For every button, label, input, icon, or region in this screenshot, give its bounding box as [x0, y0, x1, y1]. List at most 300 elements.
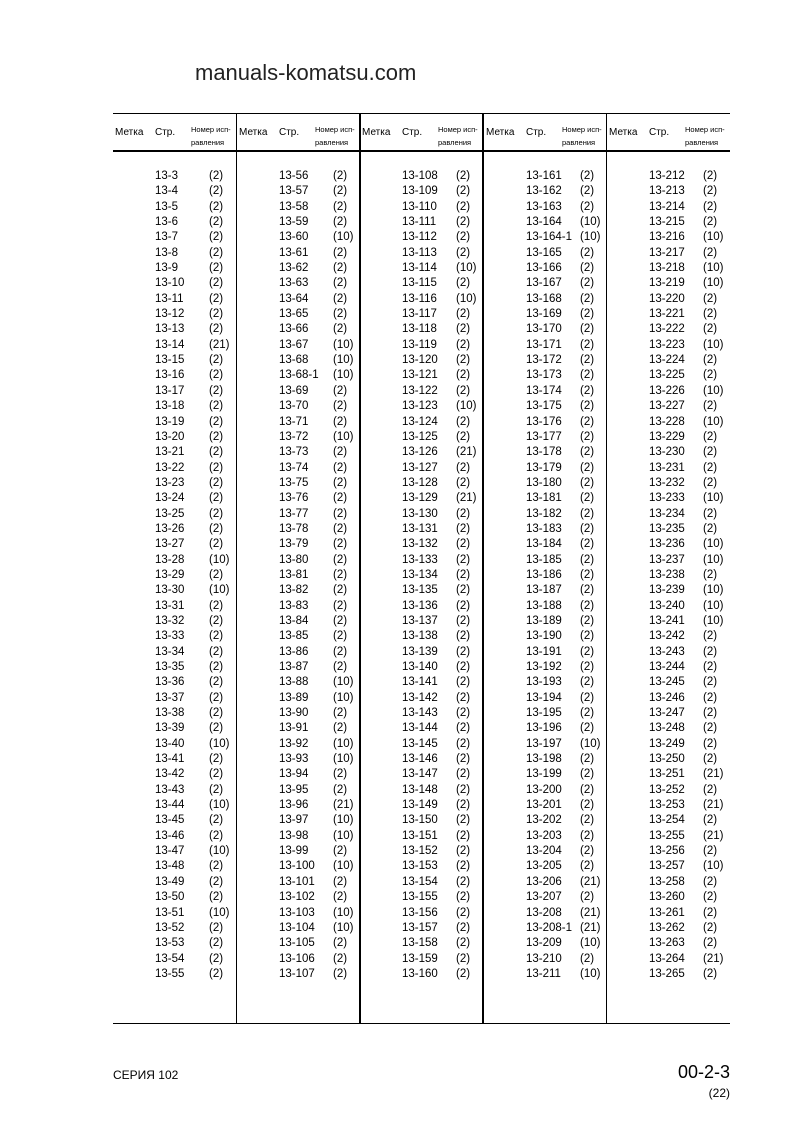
revision-cell: (10) [209, 845, 230, 858]
revision-cell: (2) [333, 415, 348, 428]
page-cell: 13-95 [279, 783, 309, 796]
table-row [484, 661, 607, 676]
page-cell: 13-186 [526, 568, 562, 581]
revision-cell: (2) [703, 645, 718, 658]
revision-cell: (2) [580, 262, 595, 275]
page-cell: 13-192 [526, 661, 562, 673]
table-row [360, 385, 483, 400]
page-cell: 13-163 [526, 200, 562, 213]
page-cell: 13-200 [526, 783, 562, 796]
revision-cell: (2) [456, 338, 471, 351]
revision-cell: (2) [209, 292, 224, 305]
revision-cell: (2) [703, 921, 718, 934]
revision-cell: (2) [703, 661, 718, 673]
table-row [237, 385, 360, 400]
table-row [237, 293, 360, 308]
table-row [237, 722, 360, 737]
page-cell: 13-238 [649, 568, 685, 581]
page-cell: 13-179 [526, 461, 562, 474]
revision-cell: (2) [456, 507, 471, 520]
revision-cell: (2) [333, 661, 348, 673]
revision-cell: (10) [333, 860, 354, 873]
revision-cell: (10) [703, 415, 724, 428]
table-row [607, 876, 730, 891]
table-row [607, 170, 730, 185]
revision-cell: (2) [209, 967, 224, 980]
page-cell: 13-93 [279, 753, 309, 766]
revision-cell: (2) [209, 507, 224, 520]
revision-cell: (2) [209, 231, 224, 244]
page-cell: 13-251 [649, 768, 685, 781]
page-cell: 13-257 [649, 860, 685, 873]
page-cell: 13-260 [649, 891, 685, 904]
page-cell: 13-168 [526, 292, 562, 305]
page-cell: 13-91 [279, 722, 309, 735]
table-row [484, 293, 607, 308]
label-header: Метка [609, 127, 638, 138]
table-row [607, 692, 730, 707]
page-cell: 13-218 [649, 262, 685, 275]
table-row [484, 738, 607, 753]
table-row [607, 523, 730, 538]
revision-cell: (2) [456, 691, 471, 704]
table-row [607, 646, 730, 661]
revision-cell: (10) [580, 937, 601, 950]
table-row [113, 830, 236, 845]
revision-cell: (2) [703, 216, 718, 229]
table-row [113, 784, 236, 799]
table-row [607, 707, 730, 722]
revision-cell: (2) [580, 829, 595, 842]
revision-cell: (2) [580, 492, 595, 505]
revision-cell: (2) [580, 415, 595, 428]
table-row [113, 201, 236, 216]
revision-cell: (2) [580, 676, 595, 689]
table-row [237, 630, 360, 645]
revision-cell: (2) [456, 614, 471, 627]
page-cell: 13-214 [649, 200, 685, 213]
table-row [237, 185, 360, 200]
table-row [113, 231, 236, 246]
page-cell: 13-6 [155, 216, 179, 229]
page-cell: 13-160 [402, 967, 438, 980]
table-row [607, 768, 730, 783]
page-cell: 13-233 [649, 492, 685, 505]
table-row [113, 676, 236, 691]
revision-cell: (2) [333, 768, 348, 781]
table-row [607, 538, 730, 553]
revision-cell: (2) [580, 814, 595, 827]
revision-cell: (2) [703, 323, 718, 336]
table-row [484, 646, 607, 661]
table-row [113, 308, 236, 323]
page-cell: 13-185 [526, 553, 562, 566]
page-cell: 13-57 [279, 185, 309, 198]
page-cell: 13-188 [526, 599, 562, 612]
revision-cell: (2) [209, 875, 224, 888]
revision-cell: (2) [456, 937, 471, 950]
table-row [360, 738, 483, 753]
revision-cell: (2) [580, 446, 595, 459]
revision-cell: (2) [580, 522, 595, 535]
revision-cell: (2) [456, 415, 471, 428]
page-cell: 13-254 [649, 814, 685, 827]
page-cell: 13-236 [649, 538, 685, 551]
table-row [360, 707, 483, 722]
table-row [113, 615, 236, 630]
table-row [237, 676, 360, 691]
revision-cell: (2) [209, 676, 224, 689]
table-row [607, 554, 730, 569]
revision-cell: (10) [333, 354, 354, 367]
page-cell: 13-112 [402, 231, 437, 244]
table-row [237, 462, 360, 477]
table-row [607, 262, 730, 277]
table-row [484, 953, 607, 968]
revision-cell: (21) [580, 906, 601, 919]
page-cell: 13-193 [526, 676, 562, 689]
page-cell: 13-68-1 [279, 369, 319, 382]
page-cell: 13-18 [155, 400, 185, 413]
page-cell: 13-3 [155, 170, 179, 182]
revision-cell: (2) [333, 845, 348, 858]
table-row [607, 369, 730, 384]
page-cell: 13-31 [155, 599, 185, 612]
table-row [360, 814, 483, 829]
table-row [237, 799, 360, 814]
revision-cell: (2) [209, 814, 224, 827]
table-row [607, 462, 730, 477]
table-row [484, 692, 607, 707]
page-cell: 13-209 [526, 937, 562, 950]
revision-cell: (2) [703, 630, 718, 643]
page-cell: 13-165 [526, 246, 562, 259]
revision-cell: (2) [333, 891, 348, 904]
revision-cell: (2) [456, 845, 471, 858]
revision-cell: (10) [703, 384, 724, 397]
page-cell: 13-59 [279, 216, 309, 229]
column-group-header [113, 113, 236, 151]
table-row [237, 201, 360, 216]
page-cell: 13-219 [649, 277, 685, 290]
page-cell: 13-208 [526, 906, 562, 919]
page-revision: (22) [708, 1086, 730, 1100]
page-cell: 13-237 [649, 553, 685, 566]
page-cell: 13-141 [402, 676, 438, 689]
revision-cell: (2) [456, 354, 471, 367]
table-row [360, 185, 483, 200]
table-row [237, 937, 360, 952]
revision-header-line1: Номер исп- [315, 125, 355, 134]
page-cell: 13-158 [402, 937, 438, 950]
revision-cell: (2) [703, 906, 718, 919]
revision-cell: (2) [209, 384, 224, 397]
table-row [360, 584, 483, 599]
page-cell: 13-32 [155, 614, 185, 627]
table-row [237, 738, 360, 753]
column-group-header [360, 113, 483, 151]
page-cell: 13-228 [649, 415, 685, 428]
table-row [484, 431, 607, 446]
page-cell: 13-134 [402, 568, 438, 581]
page-cell: 13-139 [402, 645, 438, 658]
page-cell: 13-30 [155, 584, 185, 597]
page-cell: 13-150 [402, 814, 438, 827]
table-row [113, 953, 236, 968]
revision-cell: (2) [580, 323, 595, 336]
page-cell: 13-52 [155, 921, 185, 934]
revision-cell: (2) [209, 783, 224, 796]
page-cell: 13-196 [526, 722, 562, 735]
page-cell: 13-173 [526, 369, 562, 382]
page-cell: 13-152 [402, 845, 438, 858]
table-row [484, 845, 607, 860]
page-cell: 13-83 [279, 599, 309, 612]
revision-cell: (2) [456, 829, 471, 842]
page-cell: 13-7 [155, 231, 179, 244]
revision-cell: (2) [456, 568, 471, 581]
revision-cell: (10) [333, 430, 354, 443]
page-cell: 13-235 [649, 522, 685, 535]
table-row [360, 293, 483, 308]
table-row [113, 738, 236, 753]
table-row [607, 492, 730, 507]
page-cell: 13-87 [279, 661, 309, 673]
page-cell: 13-162 [526, 185, 562, 198]
table-row [607, 953, 730, 968]
revision-cell: (2) [209, 369, 224, 382]
page-cell: 13-25 [155, 507, 185, 520]
table-row [113, 354, 236, 369]
table-row [237, 646, 360, 661]
revision-cell: (2) [580, 722, 595, 735]
page-cell: 13-114 [402, 262, 437, 275]
table-row [237, 477, 360, 492]
table-row [237, 707, 360, 722]
revision-cell: (2) [333, 446, 348, 459]
revision-cell: (2) [209, 661, 224, 673]
table-row [607, 477, 730, 492]
page-cell: 13-28 [155, 553, 185, 566]
table-row [484, 369, 607, 384]
revision-cell: (2) [580, 768, 595, 781]
page-cell: 13-120 [402, 354, 438, 367]
table-row [607, 814, 730, 829]
revision-cell: (2) [209, 522, 224, 535]
revision-cell: (2) [209, 492, 224, 505]
revision-cell: (2) [456, 553, 471, 566]
revision-cell: (2) [209, 185, 224, 198]
revision-cell: (10) [333, 676, 354, 689]
revision-cell: (2) [209, 308, 224, 321]
page-cell: 13-145 [402, 737, 438, 750]
page-cell: 13-60 [279, 231, 309, 244]
page-cell: 13-54 [155, 952, 185, 965]
page-cell: 13-37 [155, 691, 185, 704]
revision-cell: (2) [456, 200, 471, 213]
revision-cell: (21) [580, 921, 601, 934]
page-cell: 13-36 [155, 676, 185, 689]
table-row [360, 416, 483, 431]
revision-cell: (2) [580, 507, 595, 520]
revision-cell: (2) [703, 967, 718, 980]
page-cell: 13-142 [402, 691, 438, 704]
revision-cell: (2) [456, 799, 471, 812]
table-row [607, 907, 730, 922]
revision-cell: (2) [580, 476, 595, 489]
table-row [607, 201, 730, 216]
page-cell: 13-245 [649, 676, 685, 689]
revision-cell: (2) [333, 507, 348, 520]
page-cell: 13-225 [649, 369, 685, 382]
revision-header [562, 123, 606, 149]
revision-cell: (2) [209, 277, 224, 290]
revision-cell: (2) [333, 722, 348, 735]
page-cell: 13-164-1 [526, 231, 573, 244]
table-row [484, 584, 607, 599]
page-cell: 13-89 [279, 691, 309, 704]
revision-cell: (2) [333, 630, 348, 643]
page-cell: 13-129 [402, 492, 438, 505]
table-row [484, 814, 607, 829]
revision-cell: (2) [456, 952, 471, 965]
page-cell: 13-97 [279, 814, 309, 827]
table-row [607, 354, 730, 369]
revision-cell: (2) [456, 661, 471, 673]
revision-cell: (2) [333, 645, 348, 658]
page-cell: 13-116 [402, 292, 437, 305]
revision-cell: (2) [703, 722, 718, 735]
revision-cell: (2) [456, 891, 471, 904]
revision-cell: (2) [209, 860, 224, 873]
revision-cell: (10) [333, 231, 354, 244]
table-row [484, 600, 607, 615]
table-row [484, 231, 607, 246]
page-cell: 13-38 [155, 707, 185, 720]
page-cell: 13-68 [279, 354, 309, 367]
table-row [113, 185, 236, 200]
table-row [484, 385, 607, 400]
page-cell: 13-88 [279, 676, 309, 689]
page-cell: 13-242 [649, 630, 685, 643]
table-row [484, 523, 607, 538]
table-row [607, 799, 730, 814]
table-row [484, 323, 607, 338]
page-cell: 13-101 [279, 875, 315, 888]
table-row [360, 953, 483, 968]
revision-cell: (2) [703, 522, 718, 535]
table-row [607, 416, 730, 431]
revision-cell: (10) [703, 553, 724, 566]
page-cell: 13-182 [526, 507, 562, 520]
table-row [113, 692, 236, 707]
page-cell: 13-23 [155, 476, 185, 489]
table-row [607, 293, 730, 308]
table-row [360, 508, 483, 523]
page-cell: 13-85 [279, 630, 309, 643]
revision-cell: (2) [580, 630, 595, 643]
revision-cell: (2) [703, 737, 718, 750]
revision-cell: (10) [333, 753, 354, 766]
page-cell: 13-42 [155, 768, 185, 781]
table-row [237, 922, 360, 937]
table-row [484, 400, 607, 415]
table-row [607, 231, 730, 246]
table-row [113, 385, 236, 400]
page-cell: 13-132 [402, 538, 438, 551]
table-row [360, 876, 483, 891]
page-cell: 13-199 [526, 768, 562, 781]
page-list-column [484, 170, 607, 983]
page-cell: 13-258 [649, 875, 685, 888]
table-row [607, 676, 730, 691]
revision-cell: (2) [333, 522, 348, 535]
watermark: manuals-komatsu.com [195, 60, 417, 85]
page-cell: 13-14 [155, 338, 185, 351]
page-cell: 13-61 [279, 246, 309, 259]
table-row [484, 247, 607, 262]
revision-cell: (10) [456, 292, 477, 305]
page-list-column [113, 170, 236, 983]
revision-cell: (10) [703, 599, 724, 612]
revision-header-line2: равления [315, 138, 349, 147]
page-cell: 13-249 [649, 737, 685, 750]
page-cell: 13-100 [279, 860, 315, 873]
revision-cell: (2) [456, 906, 471, 919]
page-cell: 13-198 [526, 753, 562, 766]
table-row [237, 615, 360, 630]
table-row [113, 891, 236, 906]
page-cell: 13-11 [155, 292, 184, 305]
table-row [113, 722, 236, 737]
revision-cell: (10) [333, 338, 354, 351]
revision-cell: (2) [456, 538, 471, 551]
page-cell: 13-113 [402, 246, 437, 259]
revision-cell: (2) [703, 568, 718, 581]
revision-cell: (2) [209, 476, 224, 489]
revision-cell: (2) [580, 599, 595, 612]
page-cell: 13-153 [402, 860, 438, 873]
page-cell: 13-107 [279, 967, 315, 980]
revision-cell: (2) [456, 645, 471, 658]
table-row [484, 339, 607, 354]
table-row [607, 584, 730, 599]
table-row [360, 600, 483, 615]
revision-cell: (10) [333, 691, 354, 704]
revision-cell: (10) [580, 967, 601, 980]
table-row [484, 922, 607, 937]
table-row [113, 768, 236, 783]
page-cell: 13-119 [402, 338, 437, 351]
table-row [607, 569, 730, 584]
revision-cell: (2) [703, 430, 718, 443]
table-row [607, 508, 730, 523]
revision-cell: (2) [333, 538, 348, 551]
revision-cell: (2) [456, 814, 471, 827]
revision-cell: (2) [456, 875, 471, 888]
page-cell: 13-118 [402, 323, 437, 336]
table-row [484, 784, 607, 799]
page-cell: 13-220 [649, 292, 685, 305]
page-cell: 13-175 [526, 400, 562, 413]
revision-cell: (2) [209, 246, 224, 259]
table-row [484, 492, 607, 507]
revision-cell: (2) [456, 783, 471, 796]
page-cell: 13-105 [279, 937, 315, 950]
table-row [113, 584, 236, 599]
page-cell: 13-17 [155, 384, 185, 397]
table-row [237, 277, 360, 292]
